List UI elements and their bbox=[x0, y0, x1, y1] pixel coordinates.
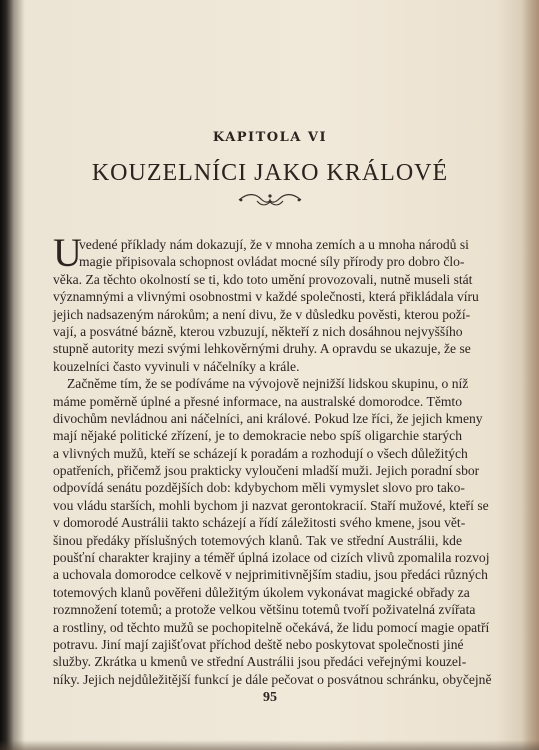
text-line: významnými a vlivnými osobnostmi v každé společnosti, která přikládala víru bbox=[53, 289, 479, 305]
text-line: a vlivných mužů, kteří se scházejí k poradám a rozhodují o všech důležitých bbox=[53, 445, 468, 461]
text-line: opatřeních, přičemž jsou prakticky vyloučeni mladší muži. Jejich poradní sbor bbox=[53, 463, 480, 479]
text-line: a uchovala domorodce celkově v nejprimitivnějším stadiu, jsou předáci různých bbox=[53, 567, 488, 583]
text-line: mají nějaké politické zřízení, je to demokracie nebo spíš oligarchie starých bbox=[53, 428, 462, 444]
text-line: odpovídá senátu pozdějších dob: kdybychom měli vymyslet slovo pro tako- bbox=[53, 480, 465, 496]
drop-cap: U bbox=[53, 230, 82, 275]
text-line: vají, a posvátné bázně, kterou vzbuzují, někteří z nich dosáhnou nejvyššího bbox=[53, 323, 463, 339]
chapter-body-text bbox=[53, 230, 492, 688]
text-line: stupně autority mezi svými lehkověrnými druhy. A opravdu se ukazuje, že se bbox=[53, 341, 471, 357]
page-number: 95 bbox=[263, 690, 277, 705]
text-line: jejich nadsazeným nárokům; a není divu, že v důsledku pověsti, kterou poží- bbox=[53, 306, 471, 322]
text-line: Začněme tím, že se podíváme na vývojově nejnižší lidskou skupinu, o níž bbox=[67, 376, 469, 392]
scroll-flourish-icon bbox=[235, 191, 305, 209]
page-edge-bottom bbox=[0, 740, 539, 750]
spine-shadow bbox=[0, 0, 24, 750]
text-line: šinou předáky příslušných totemových klanů. Tak ve střední Austrálii, kde bbox=[53, 532, 462, 548]
text-line: služby. Zkrátka u kmenů ve střední Austrálii jsou předáci veřejnými kouzel- bbox=[53, 654, 467, 670]
text-line: vou vládu starších, mohli bychom ji nazvat gerontokracií. Staří mužové, kteří se bbox=[53, 497, 489, 513]
chapter-label: KAPITOLA VI bbox=[212, 130, 328, 145]
text-line: totemových klanů pověřeni důležitým úkolem vykonávat magické obřady za bbox=[53, 584, 470, 600]
text-line: divochům nevládnou ani náčelníci, ani králové. Pokud lze říci, že jejich kmeny bbox=[53, 410, 483, 426]
chapter-title: KOUZELNÍCI JAKO KRÁLOVÉ bbox=[91, 160, 449, 186]
text-line: máme poměrně úplné a přesné informace, na australské domorodce. Těmto bbox=[53, 393, 462, 409]
text-line: a rostliny, od těchto mužů se pochopitelně očekává, že lidu pomocí magie opatří bbox=[53, 619, 490, 635]
text-line: poušťní charakter krajiny a téměř úplná izolace od cizích vlivů zpomalila rozvoj bbox=[53, 550, 490, 566]
text-line: kouzelníci často vyvinuli v náčelníky a krále. bbox=[53, 358, 300, 374]
text-line: v domorodé Austrálii takto scházejí a řídí záležitosti svého kmene, jsou vět- bbox=[53, 515, 466, 531]
text-line: věka. Za těchto okolností se ti, kdo toto umění provozovali, nutně museli stát bbox=[53, 271, 473, 287]
text-line: níky. Jejich nejdůležitější funkcí je dále pečovat o posvátnou schránku, obyčejně bbox=[53, 671, 492, 687]
text-line: vedené příklady nám dokazují, že v mnoha zemích a u mnoha národů si bbox=[79, 237, 469, 252]
text-line: magie připisovala schopnost ovládat mocné síly přírody pro dobro člo- bbox=[79, 254, 465, 270]
text-line: potravu. Jiní mají zajišťovat příchod deště nebo poskytovat společnosti jiné bbox=[53, 636, 464, 652]
page-edge-right bbox=[521, 0, 539, 750]
text-line: rozmnožení totemů; a protože velkou většinu totemů tvoří poživatelná zvířata bbox=[53, 602, 476, 618]
